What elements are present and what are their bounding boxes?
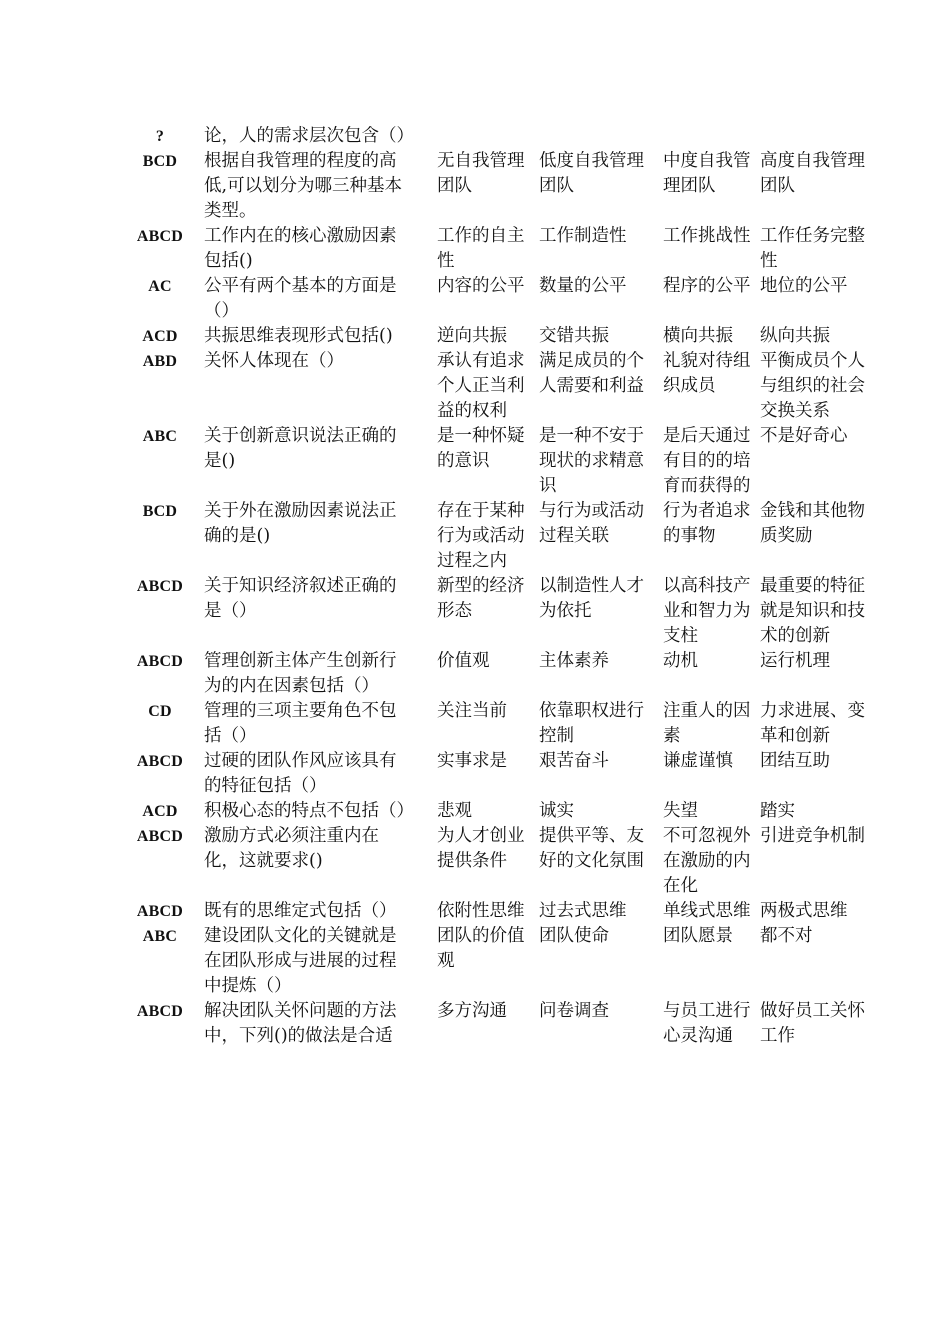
answer-cell: ABCD	[136, 228, 184, 245]
answer-cell: ABCD	[136, 578, 184, 595]
option-a-cell: 承认有追求个人正当利益的权利	[437, 351, 525, 421]
question-cell: 管理创新主体产生创新行为的内在因素包括（）	[204, 651, 397, 696]
option-b-cell: 交错共振	[539, 326, 609, 346]
answer-cell: ABCD	[136, 828, 184, 845]
option-a-cell: 关注当前	[437, 701, 507, 721]
option-a-cell: 悲观	[437, 801, 472, 821]
table-row	[133, 574, 878, 649]
table-row	[133, 124, 878, 149]
answer-cell: AC	[148, 278, 172, 295]
option-b-cell: 数量的公平	[539, 276, 627, 296]
option-a-cell: 依附性思维	[437, 901, 525, 921]
table-row	[133, 824, 878, 899]
question-cell: 管理的三项主要角色不包括（）	[204, 701, 397, 746]
option-b-cell: 问卷调查	[539, 1001, 609, 1021]
option-c-cell: 谦虚谨慎	[663, 751, 733, 771]
option-d-cell: 做好员工关怀工作	[760, 1001, 865, 1046]
question-cell: 关于知识经济叙述正确的是（）	[204, 576, 397, 621]
option-a-cell: 价值观	[437, 651, 490, 671]
option-b-cell: 是一种不安于现状的求精意识	[539, 426, 644, 496]
question-cell: 过硬的团队作风应该具有的特征包括（）	[204, 751, 397, 796]
answer-cell: ABC	[142, 428, 178, 445]
question-table	[133, 124, 878, 1049]
question-cell: 积极心态的特点不包括（）	[204, 801, 414, 821]
table-row	[133, 149, 878, 224]
table-row	[133, 424, 878, 499]
question-cell: 关怀人体现在（）	[204, 351, 344, 371]
table-row	[133, 499, 878, 574]
option-c-cell: 程序的公平	[663, 276, 751, 296]
question-cell: 既有的思维定式包括（）	[204, 901, 397, 921]
option-c-cell: 中度自我管理团队	[663, 151, 751, 196]
option-c-cell: 团队愿景	[663, 926, 733, 946]
table-row	[133, 999, 878, 1049]
option-d-cell: 力求进展、变革和创新	[760, 701, 865, 746]
option-c-cell: 单线式思维	[663, 901, 751, 921]
option-c-cell: 工作挑战性	[663, 226, 751, 246]
option-b-cell: 低度自我管理团队	[539, 151, 644, 196]
table-row	[133, 349, 878, 424]
option-a-cell: 新型的经济形态	[437, 576, 525, 621]
option-c-cell: 行为者追求的事物	[663, 501, 751, 546]
answer-cell: CD	[148, 703, 172, 720]
option-a-cell: 内容的公平	[437, 276, 525, 296]
option-c-cell: 失望	[663, 801, 698, 821]
option-b-cell: 团队使命	[539, 926, 609, 946]
option-a-cell	[437, 124, 539, 149]
option-a-cell: 存在于某种行为或活动过程之内	[437, 501, 525, 571]
answer-cell: ABC	[142, 928, 178, 945]
option-a-cell: 工作的自主性	[437, 226, 525, 271]
option-d-cell: 地位的公平	[760, 276, 848, 296]
option-d-cell: 纵向共振	[760, 326, 830, 346]
table-row	[133, 924, 878, 999]
option-b-cell: 过去式思维	[539, 901, 627, 921]
option-b-cell: 提供平等、友好的文化氛围	[539, 826, 644, 871]
answer-cell: ABCD	[136, 653, 184, 670]
question-cell: 建设团队文化的关键就是在团队形成与进展的过程中提炼（）	[204, 926, 397, 996]
option-a-cell: 多方沟通	[437, 1001, 507, 1021]
table-row	[133, 799, 878, 824]
option-b-cell: 主体素养	[539, 651, 609, 671]
option-b-cell: 依靠职权进行控制	[539, 701, 644, 746]
option-b-cell: 艰苦奋斗	[539, 751, 609, 771]
option-b-cell: 诚实	[539, 801, 574, 821]
question-cell: 共振思维表现形式包括()	[204, 326, 393, 346]
answer-cell: ABCD	[136, 753, 184, 770]
option-b-cell: 工作制造性	[539, 226, 627, 246]
option-c-cell: 与员工进行心灵沟通	[663, 1001, 751, 1046]
table-row	[133, 224, 878, 274]
option-c-cell: 不可忽视外在激励的内在化	[663, 826, 751, 896]
table-row	[133, 899, 878, 924]
option-b-cell: 满足成员的个人需要和利益	[539, 351, 644, 396]
answer-cell: ACD	[142, 803, 178, 820]
option-b-cell	[539, 124, 663, 149]
option-c-cell: 横向共振	[663, 326, 733, 346]
option-a-cell: 是一种怀疑的意识	[437, 426, 525, 471]
option-d-cell: 不是好奇心	[760, 426, 848, 446]
answer-cell: ABD	[142, 353, 178, 370]
option-d-cell: 高度自我管理团队	[760, 151, 865, 196]
option-d-cell: 运行机理	[760, 651, 830, 671]
table-row	[133, 649, 878, 699]
option-d-cell	[760, 124, 878, 149]
option-d-cell: 两极式思维	[760, 901, 848, 921]
answer-cell: ABCD	[136, 903, 184, 920]
option-c-cell	[663, 124, 760, 149]
answer-cell: ACD	[142, 328, 178, 345]
option-a-cell: 无自我管理团队	[437, 151, 525, 196]
question-cell: 根据自我管理的程度的高低,可以划分为哪三种基本类型。	[204, 151, 403, 221]
question-cell: 解决团队关怀问题的方法中，下列()的做法是合适	[204, 1001, 397, 1046]
question-cell: 工作内在的核心激励因素包括()	[204, 226, 397, 271]
table-row	[133, 749, 878, 799]
answer-cell: ABCD	[136, 1003, 184, 1020]
table-row	[133, 274, 878, 324]
option-c-cell: 礼貌对待组织成员	[663, 351, 751, 396]
answer-cell: ?	[155, 128, 165, 145]
answer-cell: BCD	[142, 153, 178, 170]
question-cell: 激励方式必须注重内在化，这就要求()	[204, 826, 379, 871]
option-b-cell: 以制造性人才为依托	[539, 576, 644, 621]
option-a-cell: 逆向共振	[437, 326, 507, 346]
answer-cell: BCD	[142, 503, 178, 520]
option-d-cell: 最重要的特征就是知识和技术的创新	[760, 576, 865, 646]
option-c-cell: 动机	[663, 651, 698, 671]
option-d-cell: 踏实	[760, 801, 795, 821]
option-d-cell: 工作任务完整性	[760, 226, 865, 271]
option-d-cell: 金钱和其他物质奖励	[760, 501, 865, 546]
option-d-cell: 团结互助	[760, 751, 830, 771]
option-d-cell: 引进竞争机制	[760, 826, 865, 846]
table-row	[133, 699, 878, 749]
option-d-cell: 都不对	[760, 926, 813, 946]
question-cell: 关于外在激励因素说法正确的是()	[204, 501, 397, 546]
option-a-cell: 为人才创业提供条件	[437, 826, 525, 871]
option-c-cell: 是后天通过有目的的培育而获得的	[663, 426, 751, 496]
question-cell: 公平有两个基本的方面是（）	[204, 276, 397, 321]
question-cell: 关于创新意识说法正确的是()	[204, 426, 397, 471]
option-c-cell: 注重人的因素	[663, 701, 751, 746]
option-c-cell: 以高科技产业和智力为支柱	[663, 576, 751, 646]
option-b-cell: 与行为或活动过程关联	[539, 501, 644, 546]
question-cell: 论，人的需求层次包含（）	[204, 126, 414, 146]
question-table-body	[133, 124, 878, 1049]
option-a-cell: 实事求是	[437, 751, 507, 771]
option-a-cell: 团队的价值观	[437, 926, 525, 971]
option-d-cell: 平衡成员个人与组织的社会交换关系	[760, 351, 865, 421]
table-row	[133, 324, 878, 349]
